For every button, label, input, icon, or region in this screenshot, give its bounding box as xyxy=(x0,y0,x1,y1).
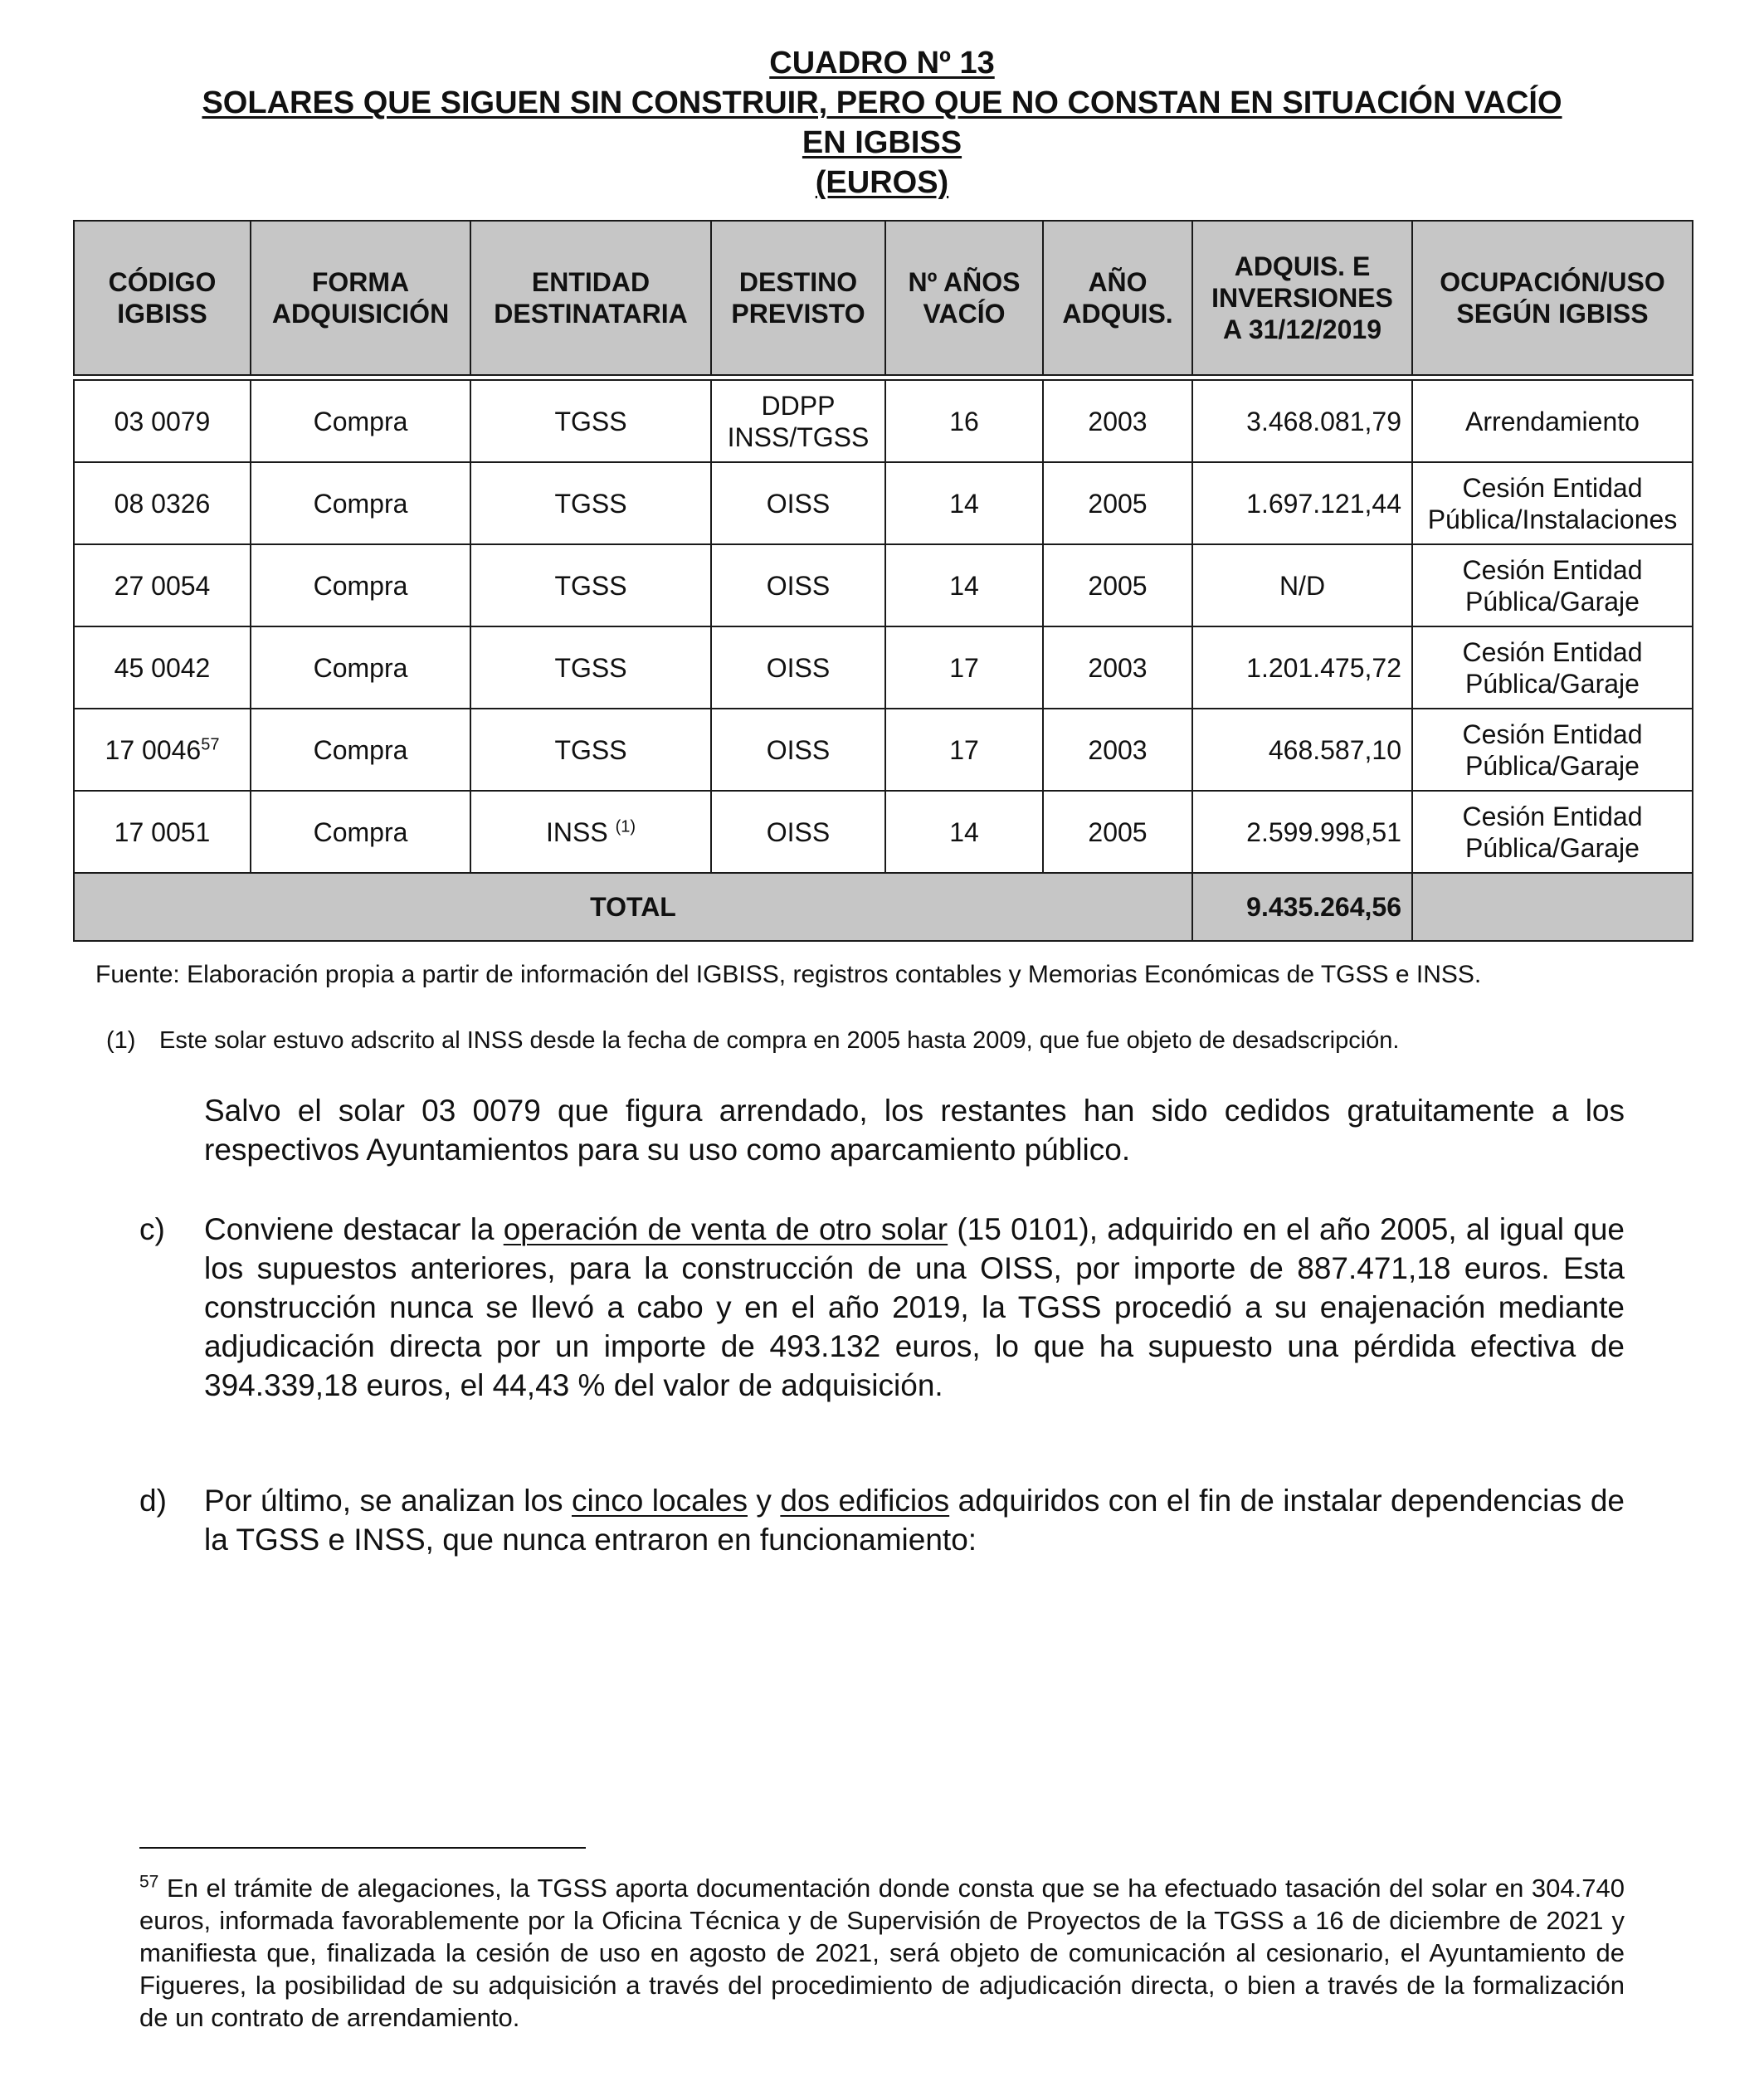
cell-ano-adquis xyxy=(1043,709,1192,791)
column-header xyxy=(74,221,251,375)
anos-value: 14 xyxy=(949,488,979,519)
cell-importe xyxy=(1192,462,1412,544)
ano-value: 2003 xyxy=(1088,406,1148,436)
cell-uso xyxy=(1412,544,1693,626)
cell-line: OISS xyxy=(766,816,831,847)
column-header xyxy=(470,221,711,375)
cell-entidad xyxy=(470,462,711,544)
forma-value: Compra xyxy=(313,406,408,436)
column-header xyxy=(1412,221,1693,375)
cell-forma xyxy=(251,709,470,791)
cell-codigo xyxy=(74,380,251,462)
cell-line: ADQUISICIÓN xyxy=(271,299,450,329)
cell-destino xyxy=(711,626,885,709)
codigo-value: 17 0051 xyxy=(114,816,211,847)
table-header-row xyxy=(74,221,1693,375)
total-value xyxy=(1192,873,1412,941)
total-value-text: 9.435.264,56 xyxy=(1246,892,1401,922)
cell-uso xyxy=(1412,380,1693,462)
cell-line: DDPP xyxy=(761,390,836,421)
cell-line: INSS/TGSS xyxy=(727,422,870,452)
paragraph-summary: Salvo el solar 03 0079 que figura arrendado, los restantes han sido cedidos gratuitamente a los respectivos Ayuntamientos para su uso como aparcamiento público. xyxy=(204,1094,1625,1167)
ano-value: 2005 xyxy=(1088,488,1148,519)
table-body xyxy=(74,375,1693,941)
table-row xyxy=(74,626,1693,709)
footnote-text: En el trámite de alegaciones, la TGSS aporta documentación donde consta que se ha efectuado tasación del solar en 304.740 euros, informada favorablemente por la Oficina Técnica y de Supervisión de Proyectos de la TGSS a 16 de diciembre de 2021 y manifiesta que, finalizada la cesión de uso en agosto de 2021, será objeto de comunicación al cesionario, el Ayuntamiento de Figueres, la posibilidad de su adquisición a través del procedimiento de adjudicación directa, o bien a través de la formalización de un contrato de arrendamiento. xyxy=(139,1874,1625,2032)
forma-value: Compra xyxy=(313,734,408,765)
paragraph-d-underlined-1: cinco locales xyxy=(571,1484,748,1518)
cell-line: Pública/Garaje xyxy=(1465,668,1640,699)
cell-line: OISS xyxy=(766,652,831,683)
total-label xyxy=(74,873,1192,941)
solares-table xyxy=(73,220,1693,942)
cell-line: FORMA xyxy=(311,267,410,297)
table-note-1 xyxy=(106,1026,1399,1055)
importe-value: N/D xyxy=(1279,570,1326,601)
cell-entidad xyxy=(470,709,711,791)
table-row xyxy=(74,791,1693,873)
cell-destino xyxy=(711,709,885,791)
cell-ano-adquis xyxy=(1043,380,1192,462)
cell-ano-adquis xyxy=(1043,544,1192,626)
cell-codigo xyxy=(74,462,251,544)
source-note: Fuente: Elaboración propia a partir de información del IGBISS, registros contables y Memorias Económicas de TGSS e INSS. xyxy=(95,961,1482,988)
cell-uso xyxy=(1412,626,1693,709)
cell-ano-adquis xyxy=(1043,462,1192,544)
caption-unit: (EUROS) xyxy=(815,165,949,200)
table-note-1-mark: (1) xyxy=(106,1027,136,1054)
cell-importe xyxy=(1192,626,1412,709)
cell-importe xyxy=(1192,791,1412,873)
cell-line: SEGÚN IGBISS xyxy=(1456,299,1649,329)
cell-line: ADQUIS. E xyxy=(1234,251,1371,281)
cell-line: ADQUIS. xyxy=(1062,299,1173,329)
cell-entidad xyxy=(470,544,711,626)
anos-value: 17 xyxy=(949,652,979,683)
cell-line: Pública/Garaje xyxy=(1465,750,1640,781)
ano-value: 2003 xyxy=(1088,652,1148,683)
cell-anos-vacio xyxy=(885,791,1043,873)
cell-uso xyxy=(1412,462,1693,544)
total-label-text: TOTAL xyxy=(590,892,676,922)
cell-line: Cesión Entidad xyxy=(1462,801,1643,831)
cell-forma xyxy=(251,380,470,462)
footnote-ref: 57 xyxy=(201,734,220,753)
entidad-value: TGSS xyxy=(554,734,627,765)
cell-importe xyxy=(1192,380,1412,462)
note-ref: (1) xyxy=(615,816,636,836)
entidad-value: TGSS xyxy=(554,406,627,436)
paragraph-c-underlined: operación de venta de otro solar xyxy=(503,1212,948,1246)
cell-anos-vacio xyxy=(885,544,1043,626)
caption-title: CUADRO Nº 13 xyxy=(769,46,995,80)
forma-value: Compra xyxy=(313,816,408,847)
cell-destino xyxy=(711,544,885,626)
cell-line: AÑO xyxy=(1088,267,1148,297)
caption-subtitle-line1: SOLARES QUE SIGUEN SIN CONSTRUIR, PERO QUE NO CONSTAN EN SITUACIÓN VACÍO xyxy=(202,85,1562,120)
cell-ano-adquis xyxy=(1043,791,1192,873)
cell-entidad xyxy=(470,791,711,873)
paragraph-c xyxy=(204,1210,1625,1405)
cell-line: Cesión Entidad xyxy=(1462,636,1643,667)
cell-line: DESTINO xyxy=(738,267,858,297)
footnote-number: 57 xyxy=(139,1872,159,1892)
cell-forma xyxy=(251,626,470,709)
table-row xyxy=(74,709,1693,791)
forma-value: Compra xyxy=(313,652,408,683)
paragraph-d-label: d) xyxy=(139,1484,167,1518)
cell-destino xyxy=(711,462,885,544)
importe-value: 468.587,10 xyxy=(1268,734,1401,765)
total-empty xyxy=(1412,873,1693,941)
cell-anos-vacio xyxy=(885,380,1043,462)
cell-line: INVERSIONES xyxy=(1211,283,1393,313)
entidad-value: TGSS xyxy=(554,488,627,519)
codigo-value: 08 0326 xyxy=(114,488,211,519)
cell-line: PREVISTO xyxy=(731,299,865,329)
cell-anos-vacio xyxy=(885,462,1043,544)
cell-entidad xyxy=(470,380,711,462)
forma-value: Compra xyxy=(313,488,408,519)
cell-forma xyxy=(251,462,470,544)
cell-line: ENTIDAD xyxy=(531,267,651,297)
paragraph-c-text-a: Conviene destacar la xyxy=(204,1212,504,1246)
cell-line: Pública/Instalaciones xyxy=(1427,504,1678,534)
cell-line: Cesión Entidad xyxy=(1462,719,1643,749)
cell-codigo xyxy=(74,791,251,873)
cell-codigo xyxy=(74,626,251,709)
cell-line: Arrendamiento xyxy=(1465,406,1640,436)
importe-value: 1.201.475,72 xyxy=(1246,652,1401,683)
cell-entidad xyxy=(470,626,711,709)
table-note-1-text: Este solar estuvo adscrito al INSS desde la fecha de compra en 2005 hasta 2009, que fue objeto de desadscripción. xyxy=(159,1027,1400,1054)
cell-line: Pública/Garaje xyxy=(1465,832,1640,863)
codigo-value: 27 0054 xyxy=(114,570,211,601)
cell-line: DESTINATARIA xyxy=(494,299,688,329)
cell-importe xyxy=(1192,709,1412,791)
cell-line: OISS xyxy=(766,488,831,519)
paragraph-d xyxy=(204,1481,1625,1559)
footnote-57 xyxy=(139,1872,1625,2034)
cell-line: IGBISS xyxy=(117,299,207,329)
cell-importe xyxy=(1192,544,1412,626)
cell-anos-vacio xyxy=(885,709,1043,791)
anos-value: 14 xyxy=(949,570,979,601)
column-header xyxy=(1192,221,1412,375)
importe-value: 1.697.121,44 xyxy=(1246,488,1401,519)
cell-line: CÓDIGO xyxy=(108,267,217,297)
paragraph-d-text-a: Por último, se analizan los xyxy=(204,1484,572,1518)
ano-value: 2005 xyxy=(1088,570,1148,601)
ano-value: 2003 xyxy=(1088,734,1148,765)
column-header xyxy=(885,221,1043,375)
paragraph-d-text-b: y xyxy=(747,1484,781,1518)
cell-ano-adquis xyxy=(1043,626,1192,709)
cell-line: Nº AÑOS xyxy=(908,267,1021,297)
cell-codigo xyxy=(74,709,251,791)
forma-value: Compra xyxy=(313,570,408,601)
codigo-value: 45 0042 xyxy=(114,652,211,683)
paragraph-c-text-b: (15 0101), adquirido en el año 2005, al igual que los supuestos anteriores, para la construcción de una OISS, por importe de 887.471,18 euros. Esta construcción nunca se llevó a cabo y en el año 2019, la TGSS procedió a su enajenación mediante adjudicación directa por un importe de 493.132 euros, lo que ha supuesto una pérdida efectiva de 394.339,18 euros, el 44,43 % del valor de adquisición. xyxy=(204,1212,1625,1402)
entidad-value: TGSS xyxy=(554,570,627,601)
cell-line: OISS xyxy=(766,570,831,601)
importe-value: 3.468.081,79 xyxy=(1246,406,1401,436)
cell-uso xyxy=(1412,709,1693,791)
table-row xyxy=(74,380,1693,462)
cell-codigo xyxy=(74,544,251,626)
codigo-value: 17 0046 xyxy=(105,734,202,765)
ano-value: 2005 xyxy=(1088,816,1148,847)
cell-line: A 31/12/2019 xyxy=(1223,314,1381,344)
footnote-separator xyxy=(139,1847,586,1849)
total-row xyxy=(74,873,1693,941)
caption-subtitle-line2: EN IGBISS xyxy=(802,125,962,160)
anos-value: 14 xyxy=(949,816,979,847)
column-header xyxy=(1043,221,1192,375)
codigo-value: 03 0079 xyxy=(114,406,211,436)
table-caption xyxy=(0,43,1764,202)
cell-line: Pública/Garaje xyxy=(1465,586,1640,617)
cell-anos-vacio xyxy=(885,626,1043,709)
anos-value: 16 xyxy=(949,406,979,436)
table-row xyxy=(74,544,1693,626)
cell-line: Cesión Entidad xyxy=(1462,472,1643,503)
cell-destino xyxy=(711,380,885,462)
importe-value: 2.599.998,51 xyxy=(1246,816,1401,847)
cell-line: OISS xyxy=(766,734,831,765)
anos-value: 17 xyxy=(949,734,979,765)
cell-destino xyxy=(711,791,885,873)
cell-line: OCUPACIÓN/USO xyxy=(1440,267,1665,297)
cell-forma xyxy=(251,544,470,626)
cell-uso xyxy=(1412,791,1693,873)
cell-forma xyxy=(251,791,470,873)
cell-line: VACÍO xyxy=(923,299,1006,329)
cell-line: Cesión Entidad xyxy=(1462,554,1643,585)
entidad-value: INSS xyxy=(545,816,608,847)
table-row xyxy=(74,462,1693,544)
column-header xyxy=(251,221,470,375)
entidad-value: TGSS xyxy=(554,652,627,683)
column-header xyxy=(711,221,885,375)
paragraph-d-underlined-2: dos edificios xyxy=(780,1484,950,1518)
paragraph-c-label: c) xyxy=(139,1212,165,1246)
paragraph-d-text-c: adquiridos con el fin de instalar dependencias de la TGSS e INSS, que nunca entraron en funcionamiento: xyxy=(204,1484,1625,1557)
